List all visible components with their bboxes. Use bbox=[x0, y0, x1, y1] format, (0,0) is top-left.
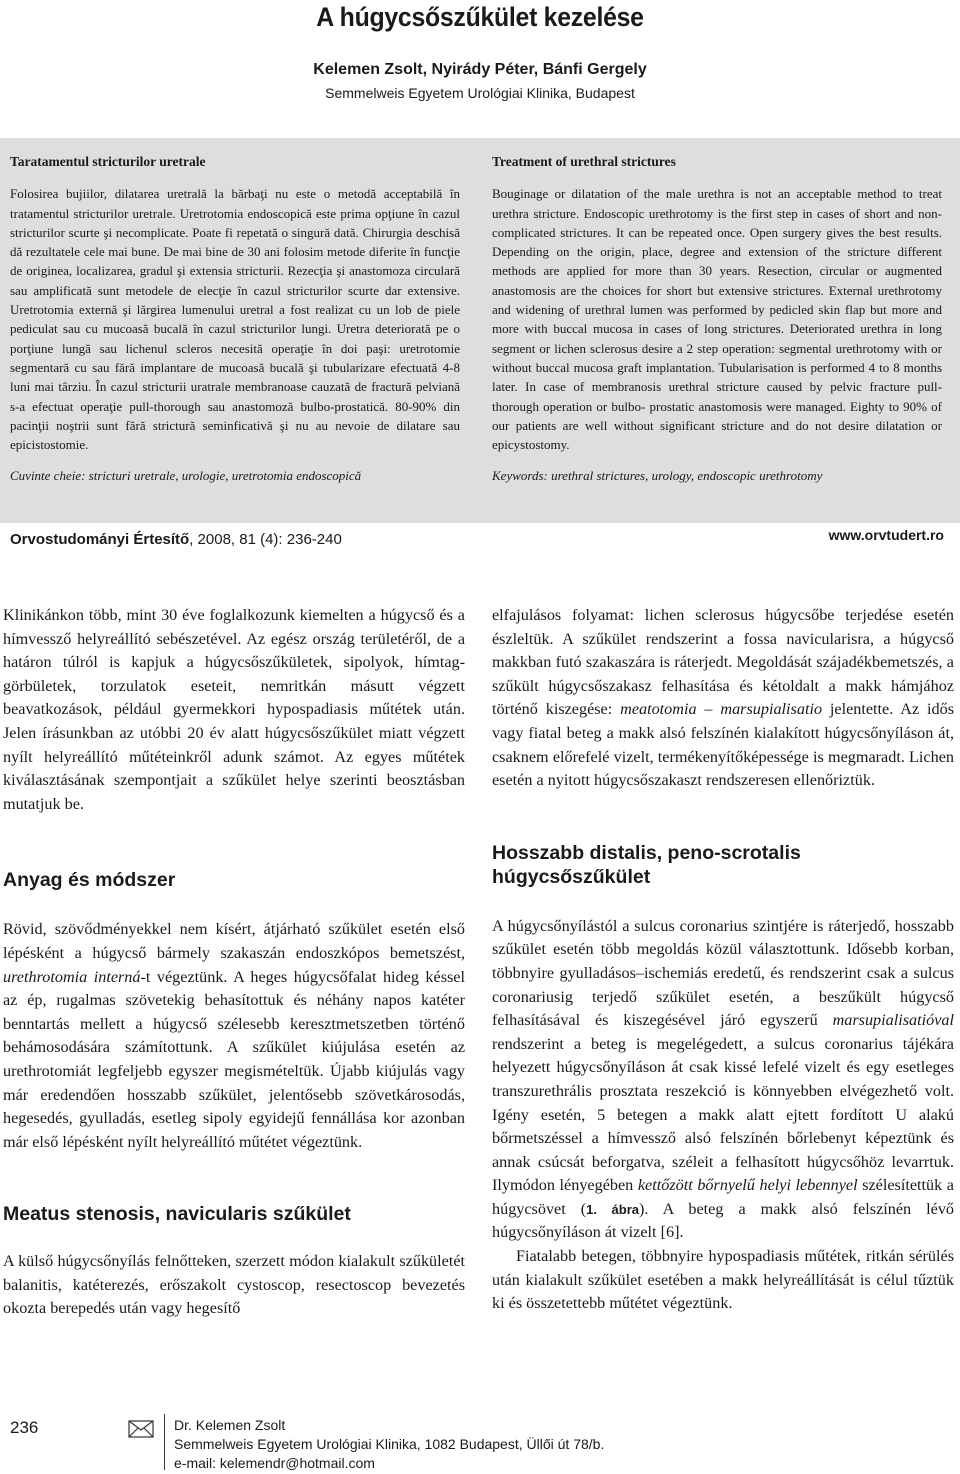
intro-paragraph: Klinikánkon több, mint 30 éve foglalkozunk kiemelten a húgycső és a hímvessző helyreállító sebészetével. Az egész ország területéről, de a határon túlról is kapjuk a húgycsőszűkületek, sipolyok, hímtag-görbületek, torzulatok eseteit, nemritkán másutt végzett beavatkozások, például gyermekkori hypospadiasis műtétek után. Jelen írásunkban az utóbbi 20 év alatt húgycsőszűkület miatt végzett nyílt helyreállító műtéteinkről adunk számot. Az egyes műtétek kiválasztásának szempontjait a szűkület helye szerinti beosztásban mutatjuk be. bbox=[3, 606, 465, 813]
body-column-left bbox=[0, 604, 465, 1321]
journal-name: Orvostudományi Értesítő bbox=[10, 531, 190, 548]
meatus-continued-paragraph: elfajulásos folyamat: lichen sclerosus húgycsőbe terjedése esetén észleltük. A szűkület rendszerint a fossa navicularisra, a húgycső makkban futó szakaszára is ráterjedt. Megoldását szájadékbemetszés, a szűkült húgycsőszakasz felhasítása és kétoldalt a makk hámjához történő kiszegése: meatotomia – marsupialisatio jelentette. Az idős vagy fiatal beteg a makk alsó felszínén kialakított húgycsőnyíláson át, csaknem előrefelé vizelt, termékenyítőképessége is megmaradt. Lichen esetén a nyitott húgycsőszakaszt rendszeresen ellenőriztük. bbox=[492, 606, 954, 790]
abstract-en-body: Bouginage or dilatation of the male urethra is not an acceptable method to treat urethra stricture. Endoscopic urethrotomy is the first step in cases of short and non-complicated strictures. It can be repeated once. Open surgery gives the best results. Depending on the origin, place, degree and extension of the stricture different methods are applied for more than 30 years. Resection, circular or augmented anastomosis are the choices for short but extensive strictures. External urethrotomy and widening of urethral lumen was performed by pedicled skin flap but more and more with buccal mucosa in cases of long strictures. Deteriorated urethra in long segment or lichen sclerosus desire a 2 step operation: segmental urethrotomy with or without buccal mucosa graft implantation. Tubularisation is performed 4 to 8 months later. In case of membranosis urethral stricture caused by pelvic fracture pull- thorough operation or bulbo- prostatic anastomosis were managed. Eighty to 90% of our patients are well without significant stricture and do not desire dilatation or epicystostomy. bbox=[492, 186, 942, 453]
abstract-ro-keywords: Cuvinte cheie: stricturi uretrale, urologie, uretrotomia endoscopică bbox=[10, 468, 362, 484]
journal-volume: , 2008, 81 (4): 236-240 bbox=[189, 531, 342, 548]
methods-paragraph: Rövid, szövődményekkel nem kísért, átjárható szűkület esetén első lépésként a húgycső bármely szakaszán endoszkópos bemetszést, urethrotomia interná-t végeztünk. A heges húgycsőfalat hideg késsel az ép, rugalmas szövetekig behasítottuk és néhány napos katéter benntartás mellett a húgycső szélesebb keresztmetszetben történő behámosodására számítottunk. A szűkület kiújulása esetén az urethrotomiát legfeljebb egyszer megismételtük. Újabb kiújulás vagy már eredendően hosszabb szűkület, jelentősebb szövetkárosodás, hegesedés, gyulladás, esetleg sipoly egyidejű fennállása kor azonban már első lépésként nyílt helyreállító műtétet végeztünk. bbox=[3, 920, 465, 1151]
figure-reference: 1. ábra bbox=[586, 1201, 640, 1217]
contact-email[interactable]: e-mail: kelemendr@hotmail.com bbox=[174, 1455, 375, 1471]
abstract-en-heading: Treatment of urethral strictures bbox=[492, 154, 676, 169]
page-title: A húgycsőszűkület kezelése bbox=[316, 2, 644, 32]
corresponding-author bbox=[174, 1416, 604, 1473]
journal-website-link[interactable]: www.orvtudert.ro bbox=[828, 527, 944, 543]
distal-paragraph-2: Fiatalabb betegen, többnyire hypospadiasis műtétek, ritkán sérülés után kialakult szűkület esetében a makk helyreállítását is célul tűztük ki és összetettebb műtétet végeztünk. bbox=[492, 1247, 954, 1313]
contact-address: Semmelweis Egyetem Urológiai Klinika, 1082 Budapest, Üllői út 78/b. bbox=[174, 1436, 605, 1452]
footer-divider bbox=[164, 1414, 165, 1470]
heading-meatus: Meatus stenosis, navicularis szűkület bbox=[3, 1203, 351, 1226]
authors: Kelemen Zsolt, Nyirády Péter, Bánfi Gergely bbox=[313, 61, 647, 78]
meatus-paragraph: A külső húgycsőnyílás felnőtteken, szerzett módon kialakult szűkületét balanitis, katéterezés, erőszakolt cystoscop, resectoscop bevezetés okozta berepedés után vagy hegesítő bbox=[3, 1252, 465, 1318]
page-number: 236 bbox=[10, 1418, 39, 1437]
affiliation: Semmelweis Egyetem Urológiai Klinika, Budapest bbox=[325, 85, 635, 101]
abstract-ro-body: Folosirea bujiilor, dilatarea uretrală la bărbaţi nu este o metodă acceptabilă în tratamentul stricturilor uretrale. Uretrotomia endoscopică este prima opţiune în cazul stricturilor scurte şi necomplicate. Poate fi repetată o singură dată. Chirurgia deschisă dă rezultatele cele mai bune. De mai bine de 30 ani folosim metode diferite în funcţie de originea, localizarea, gradul şi extensia stricturii. Rezecţia şi anastomoza circulară sau amplificată sunt metodele de elecţie în cazul stricturilor scurte dar extensive. Uretrotomia externă şi lărgirea lumenului uretral a fost realizat cu un lob de piele pediculat sau cu mucoasă bucală în cazul stricturilor lungi. Uretra deteriorată pe o porţiune lungă sau lichenul scleros necesită operaţie în doi paşi: uretrotomie segmentară cu sau fără implantare de mucoasă bucală şi tubularizare efectuată 4-8 luni mai târziu. În cazul stricturii uratrale membranoase cauzată de fractură pelviană s-a efectuat operaţie pull-thorough sau anastomoză bulbo-prostatică. 80-90% din pacinţii noştrii sunt fără strictură seminficativă şi nu au nevoie de dilatare sau epicistostomie. bbox=[10, 186, 460, 453]
body-column-right bbox=[492, 604, 954, 1316]
abstract-en-keywords: Keywords: urethral strictures, urology, endoscopic urethrotomy bbox=[492, 468, 823, 484]
distal-paragraph-1: A húgycsőnyílástól a sulcus coronarius szintjére is ráterjedő, hosszabb szűkület esetén több megoldás közül választottunk. Idősebb korban, többnyire gyulladásos–ischemiás eredetű, és rendszerint csak a sulcus coronariusig terjedő szűkület esetén, a beszűkült húgycső felhasításával és kiszegésével járó egyszerű marsupialisatióval rendszerint a beteg is megelégedett, a sulcus coronarius tájékára helyezett húgycsőnyíláson át csak kissé lefelé vizelt és egy esetleges transzurethrális prosztata reszekció is könnyebben elvégezhető volt. Igény esetén, 5 betegen a makk alatt ejtett fordított U alakú bőrmetszéssel a hímvessző alsó felszínén bőrlebenyt képeztünk és annak csúcsát beforgatva, széleit a felhasított húgycsőhöz levarrtuk. Ilymódon lényegében kettőzött bőrnyelű helyi lebennyel szélesítettük a húgycsövet (1. ábra). A beteg a makk alsó felszínén lévő húgycsőnyíláson át vizelt [6]. bbox=[492, 916, 955, 1242]
abstract-romanian bbox=[10, 152, 460, 486]
abstract-box bbox=[0, 138, 960, 523]
journal-citation bbox=[10, 531, 342, 548]
contact-name: Dr. Kelemen Zsolt bbox=[174, 1417, 286, 1433]
mail-icon bbox=[128, 1420, 154, 1438]
heading-methods: Anyag és módszer bbox=[3, 869, 176, 892]
abstract-ro-heading: Taratamentul stricturilor uretrale bbox=[10, 154, 206, 169]
abstract-english bbox=[492, 152, 942, 486]
heading-distal: Hosszabb distalis, peno-scrotalis húgycsőszűkület bbox=[492, 841, 801, 888]
